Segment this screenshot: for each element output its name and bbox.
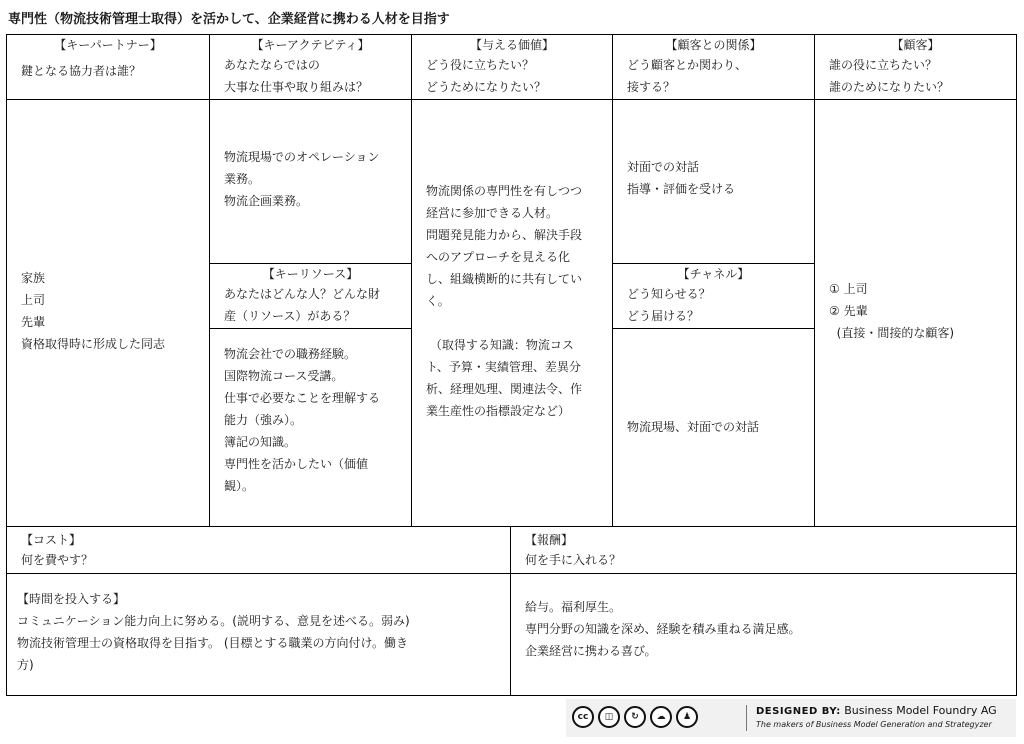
text-line: ② 先輩 bbox=[829, 304, 868, 318]
value-question bbox=[412, 54, 612, 98]
by-icon: ☁ bbox=[650, 706, 672, 728]
text-line: 対面での対話 bbox=[627, 160, 700, 174]
license-icons bbox=[572, 706, 698, 728]
text-line: 鍵となる協力者は誰？ bbox=[21, 64, 142, 78]
value-label: 【与える価値】 bbox=[469, 38, 554, 52]
text-line: 【時間を投入する】 bbox=[17, 592, 126, 606]
revenue-label: 【報酬】 bbox=[525, 533, 574, 547]
text-line: 能力（強み）。 bbox=[224, 413, 303, 427]
text-line: どう顧客とか関わり、 bbox=[627, 58, 748, 72]
copy-icon: ◫ bbox=[598, 706, 620, 728]
designed-by-label: DESIGNED BY: bbox=[756, 706, 841, 717]
text-line: コミュニケーション能力向上に努める。(説明する、意見を述べる。弱み) bbox=[17, 614, 410, 628]
text-line: 観）。 bbox=[224, 479, 255, 493]
text-line: 誰の役に立ちたい？ bbox=[829, 58, 938, 72]
text-line: 物流会社での職務経験。 bbox=[224, 347, 357, 361]
key-resources-content[interactable] bbox=[210, 343, 411, 497]
text-line bbox=[426, 312, 612, 334]
text-line: 先輩 bbox=[21, 315, 46, 329]
text-line: 何を手に入れる？ bbox=[525, 553, 622, 567]
business-model-canvas bbox=[6, 34, 1017, 696]
key-resources-label: 【キーリソース】 bbox=[262, 267, 359, 281]
channels-label: 【チャネル】 bbox=[677, 267, 750, 281]
text-line: 国際物流コース受講。 bbox=[224, 369, 344, 383]
channels-question bbox=[613, 283, 814, 327]
revenue-content[interactable] bbox=[511, 596, 1016, 662]
costs-content[interactable] bbox=[7, 588, 510, 676]
text-line: 業生産性の指標設定など） bbox=[426, 404, 571, 418]
text-line: あなたならではの bbox=[224, 58, 320, 72]
text-line: 方) bbox=[17, 658, 34, 672]
text-line: 産（リソース）がある？ bbox=[224, 309, 356, 323]
text-line: (直接・間接的な顧客) bbox=[829, 326, 955, 340]
page-title: 専門性（物流技術管理士取得）を活かして、企業経営に携わる人材を目指す bbox=[8, 12, 450, 27]
credits-footer bbox=[566, 699, 1016, 737]
customers-question bbox=[815, 54, 1016, 98]
text-line: 物流企画業務。 bbox=[224, 194, 309, 208]
customers-content[interactable] bbox=[815, 278, 1016, 344]
text-line: ① 上司 bbox=[829, 282, 868, 296]
text-line: く。 bbox=[426, 294, 450, 308]
value-body bbox=[411, 99, 613, 527]
sharealike-icon: ↻ bbox=[624, 706, 646, 728]
text-line: 経営に参加できる人材。 bbox=[426, 206, 559, 220]
cc-icon: cc bbox=[572, 706, 594, 728]
text-line: ト、予算・実績管理、差異分 bbox=[426, 360, 581, 374]
text-line: 物流技術管理士の資格取得を目指す。 (目標とする職業の方向付け。働き bbox=[17, 636, 409, 650]
text-line: 給与。福利厚生。 bbox=[525, 600, 622, 614]
revenue-body bbox=[510, 573, 1017, 696]
text-line: 業務。 bbox=[224, 172, 261, 186]
text-line: 指導・評価を受ける bbox=[627, 182, 736, 196]
key-resources-question bbox=[210, 283, 411, 327]
text-line: どう届ける？ bbox=[627, 309, 700, 323]
text-line: 専門分野の知識を深め、経験を積み重ねる満足感。 bbox=[525, 622, 801, 636]
relationships-question bbox=[613, 54, 814, 98]
text-line: 簿記の知識。 bbox=[224, 435, 297, 449]
key-partners-body bbox=[6, 99, 210, 527]
text-line: 家族 bbox=[21, 271, 46, 285]
costs-question bbox=[7, 550, 510, 570]
revenue-question bbox=[511, 550, 1016, 570]
text-line: どう知らせる？ bbox=[627, 287, 711, 301]
costs-label: 【コスト】 bbox=[21, 533, 82, 547]
relationships-body bbox=[612, 99, 815, 264]
relationships-header bbox=[612, 34, 815, 100]
key-resources-body bbox=[209, 328, 412, 527]
key-partners-header bbox=[6, 34, 210, 100]
channels-header bbox=[612, 263, 815, 329]
costs-header bbox=[6, 526, 511, 574]
key-partners-question bbox=[7, 60, 209, 82]
key-partners-content[interactable] bbox=[7, 267, 209, 355]
person-icon: ♟ bbox=[676, 706, 698, 728]
key-activities-question bbox=[210, 54, 411, 98]
text-line: 上司 bbox=[21, 293, 46, 307]
key-partners-label: 【キーパートナー】 bbox=[54, 38, 162, 52]
text-line: 大事な仕事や取り組みは？ bbox=[224, 80, 369, 94]
text-line: へのアプローチを見える化 bbox=[426, 250, 571, 264]
text-line: 誰のためになりたい？ bbox=[829, 80, 950, 94]
text-line: 専門性を活かしたい（価値 bbox=[224, 457, 369, 471]
revenue-header bbox=[510, 526, 1017, 574]
customers-body bbox=[814, 99, 1017, 527]
costs-body bbox=[6, 573, 511, 696]
value-header bbox=[411, 34, 613, 100]
text-line: どうためになりたい？ bbox=[426, 80, 547, 94]
designer-name: Business Model Foundry AG bbox=[844, 704, 997, 717]
key-resources-header bbox=[209, 263, 412, 329]
key-activities-label: 【キーアクテビティ】 bbox=[251, 38, 370, 52]
text-line: し、組織横断的に共有してい bbox=[426, 272, 583, 286]
key-activities-body bbox=[209, 99, 412, 264]
key-activities-header bbox=[209, 34, 412, 100]
text-line: 物流関係の専門性を有しつつ bbox=[426, 184, 583, 198]
text-line: 析、経理処理、関連法令、作 bbox=[426, 382, 583, 396]
footer-tagline: The makers of Business Model Generation and Strategyzer bbox=[756, 720, 992, 729]
text-line: 資格取得時に形成した同志 bbox=[21, 337, 166, 351]
relationships-content[interactable] bbox=[613, 156, 814, 200]
footer-divider bbox=[746, 705, 747, 731]
text-line: 問題発見能力から、解決手段 bbox=[426, 228, 583, 242]
designed-by bbox=[756, 704, 997, 717]
text-line: 接する？ bbox=[627, 80, 676, 94]
text-line: どう役に立ちたい？ bbox=[426, 58, 535, 72]
customers-label: 【顧客】 bbox=[891, 38, 940, 52]
text-line: 仕事で必要なことを理解する bbox=[224, 391, 381, 405]
text-line: あなたはどんな人？どんな財 bbox=[224, 287, 381, 301]
key-activities-content[interactable] bbox=[210, 146, 411, 212]
customers-header bbox=[814, 34, 1017, 100]
relationships-label: 【顧客との関係】 bbox=[665, 38, 762, 52]
channels-content[interactable] bbox=[613, 416, 814, 438]
text-line: 何を費やす？ bbox=[21, 553, 94, 567]
text-line: 物流現場でのオペレーション bbox=[224, 150, 380, 164]
text-line: 物流現場、対面での対話 bbox=[627, 420, 760, 434]
channels-body bbox=[612, 328, 815, 527]
value-content[interactable] bbox=[412, 180, 612, 422]
text-line: （取得する知識：物流コス bbox=[426, 338, 574, 352]
text-line: 企業経営に携わる喜び。 bbox=[525, 644, 657, 658]
